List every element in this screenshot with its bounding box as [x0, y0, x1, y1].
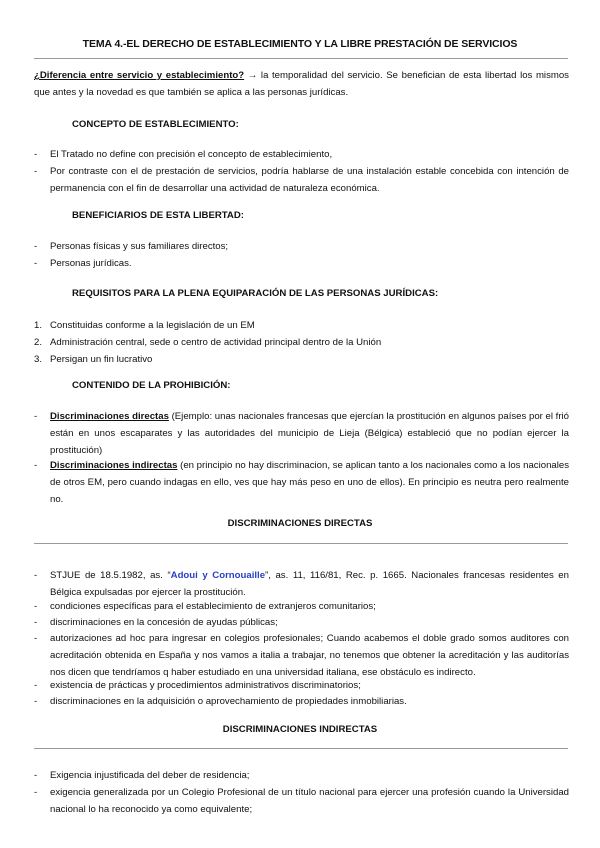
concepto-heading: CONCEPTO DE ESTABLECIMIENTO: [72, 119, 239, 130]
list-item [34, 598, 569, 615]
indirectas-divider [34, 748, 568, 749]
intro-paragraph [34, 67, 569, 101]
bullet-dash: - [34, 166, 38, 177]
intro-question: ¿Diferencia entre servicio y establecimiento? [34, 70, 245, 81]
list-item-text: Exigencia injustificada del deber de residencia; [50, 770, 250, 781]
list-item [34, 614, 569, 631]
bullet-dash: - [34, 241, 38, 252]
document-title: TEMA 4.-EL DERECHO DE ESTABLECIMIENTO Y LA LIBRE PRESTACIÓN DE SERVICIOS [82, 38, 518, 50]
list-item-text: condiciones específicas para el establecimiento de extranjeros comunitarios; [50, 601, 376, 612]
list-item [34, 630, 569, 681]
list-item-text: Personas jurídicas. [50, 258, 132, 269]
indirectas-heading: DISCRIMINACIONES INDIRECTAS [222, 724, 378, 735]
list-item [34, 163, 569, 197]
case-citation-prefix: STJUE de 18.5.1982, as. “ [50, 570, 171, 581]
term-discriminaciones-indirectas: Discriminaciones indirectas [50, 460, 178, 471]
list-item [34, 767, 569, 784]
case-citation-suffix: ”, as. 11, 116/81, Rec. p. 1665. Nacionales francesas residentes en Bélgica expulsadas por ejercer la prostitución. [50, 570, 569, 598]
list-item-text: discriminaciones en la concesión de ayudas públicas; [50, 617, 278, 628]
list-item [34, 238, 569, 255]
bullet-dash: - [34, 680, 38, 691]
title-divider [34, 58, 568, 59]
beneficiarios-heading: BENEFICIARIOS DE ESTA LIBERTAD: [72, 210, 244, 221]
item-number: 1. [34, 320, 43, 331]
list-item [34, 693, 569, 710]
list-item-text [50, 408, 569, 459]
list-item-text [50, 567, 569, 601]
list-item-text: Personas físicas y sus familiares directos; [50, 241, 229, 252]
bullet-dash: - [34, 617, 38, 628]
contenido-heading: CONTENIDO DE LA PROHIBICIÓN: [72, 380, 231, 391]
list-item [34, 677, 569, 694]
list-item [34, 457, 569, 508]
list-item [34, 408, 569, 459]
list-item-text: exigencia generalizada por un Colegio Profesional de un título nacional para ejercer una profesión cuando la Universidad nacional lo ha reconocido ya como equivalente; [50, 787, 569, 815]
numbered-item-text: Persigan un fin lucrativo [50, 354, 153, 365]
list-item [34, 255, 569, 272]
case-name-link[interactable]: Adoui y Cornouaille [170, 570, 266, 581]
item-number: 2. [34, 337, 43, 348]
numbered-item [34, 351, 569, 368]
term-description: (Ejemplo: unas nacionales francesas que ejercían la prostitución en algunos países por el frió están en unos escaparates y las autoridades del municipio de Lieja (Bélgica) estableció que no podían ejercer la prostitución) [50, 411, 569, 456]
list-item-text: autorizaciones ad hoc para ingresar en colegios profesionales; Cuando acabemos el doble grado somos auditores con acreditación obtenida en España y nos vamos a italia a trabajar, no tenemos que obtener la acreditación y las auditorías nos dicen que tendríamos q haber estudiado en una universidad italiana, ese obstáculo es indirecto. [50, 633, 569, 678]
arrow-icon: → [247, 70, 258, 81]
bullet-dash: - [34, 770, 38, 781]
bullet-dash: - [34, 787, 38, 798]
intro-text: la temporalidad del servicio. Se benefician de esta libertad los mismos que antes y la novedad es que también se aplica a las personas jurídicas. [34, 70, 569, 98]
list-item [34, 146, 569, 163]
list-item [34, 784, 569, 818]
item-number: 3. [34, 354, 43, 365]
list-item-text: existencia de prácticas y procedimientos administrativos discriminatorios; [50, 680, 361, 691]
list-item-text: discriminaciones en la adquisición o aprovechamiento de propiedades inmobiliarias. [50, 696, 407, 707]
bullet-dash: - [34, 258, 38, 269]
bullet-dash: - [34, 411, 38, 422]
requisitos-heading: REQUISITOS PARA LA PLENA EQUIPARACIÓN DE LAS PERSONAS JURÍDICAS: [72, 288, 439, 299]
bullet-dash: - [34, 633, 38, 644]
term-description: (en principio no hay discriminacion, se aplican tanto a los nacionales como a los nacionales de otros EM, pero cuando indagas en ello, ves que hay más peso en uno de ellos). En principio es neutra pero realmente no. [50, 460, 570, 505]
numbered-item-text: Constituidas conforme a la legislación de un EM [50, 320, 255, 331]
term-discriminaciones-directas: Discriminaciones directas [50, 411, 169, 422]
numbered-item [34, 317, 569, 334]
list-item [34, 567, 569, 601]
bullet-dash: - [34, 696, 38, 707]
list-item-text [50, 457, 569, 508]
bullet-dash: - [34, 149, 38, 160]
directas-heading: DISCRIMINACIONES DIRECTAS [227, 518, 373, 529]
list-item-text: El Tratado no define con precisión el concepto de establecimiento, [50, 149, 333, 160]
numbered-item [34, 334, 569, 351]
directas-divider [34, 543, 568, 544]
bullet-dash: - [34, 601, 38, 612]
numbered-item-text: Administración central, sede o centro de actividad principal dentro de la Unión [50, 337, 382, 348]
list-item-text: Por contraste con el de prestación de servicios, podría hablarse de una instalación estable concebida con intención de permanencia con el fin de desarrollar una actividad de naturaleza económica. [50, 166, 569, 194]
bullet-dash: - [34, 460, 38, 471]
bullet-dash: - [34, 570, 38, 581]
